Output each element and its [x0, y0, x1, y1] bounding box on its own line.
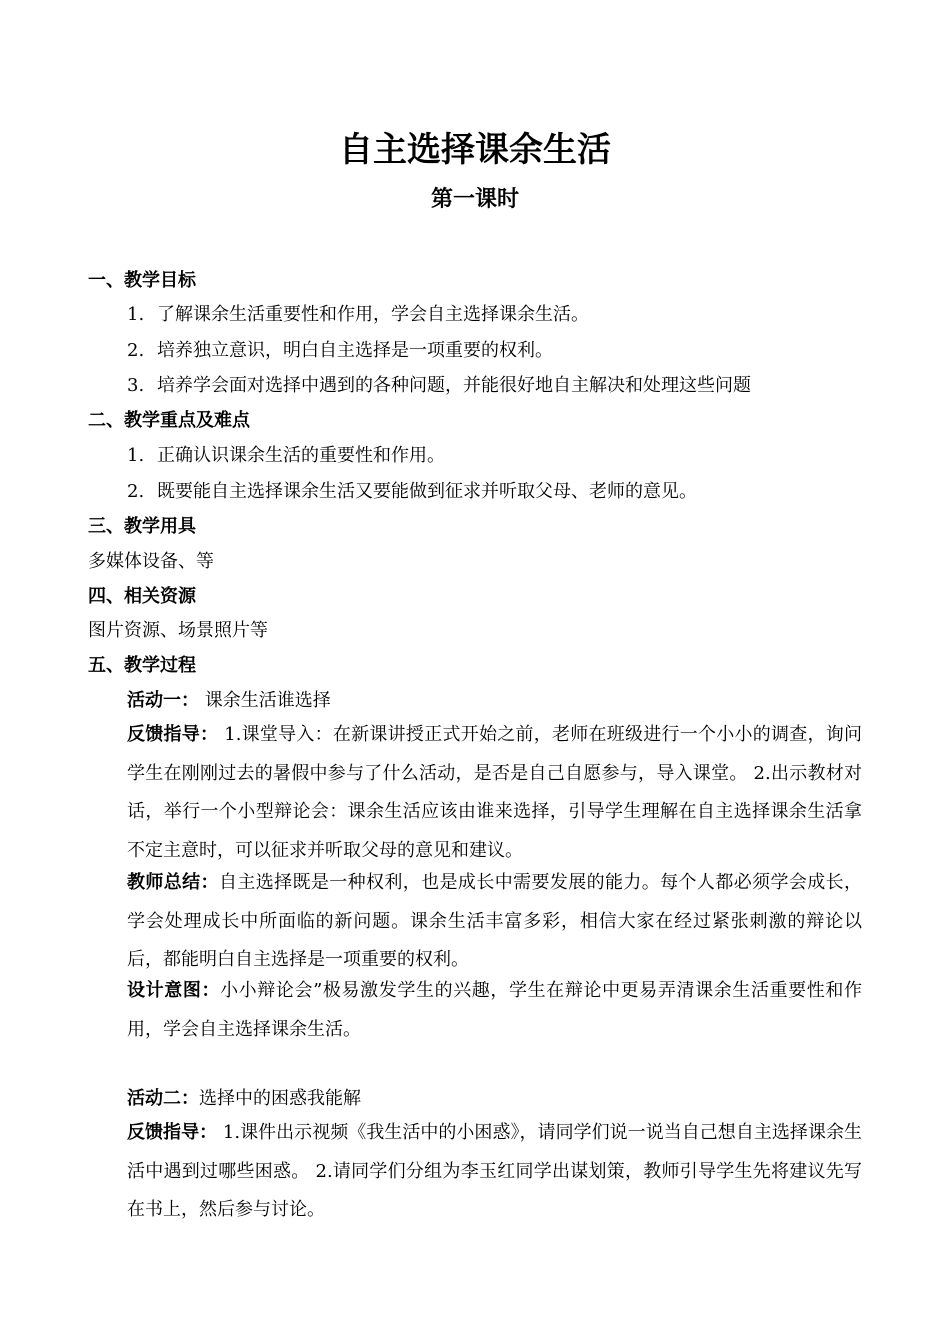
feedback-text: 1.课件出示视频《我生活中的小困惑》，请同学们说一说当自己想自主选择课余生活中遇到过哪些困惑。 2.请同学们分组为李玉红同学出谋划策，教师引导学生先将建议先写在书上，然后参与讨论。 [127, 1122, 862, 1220]
list-item [127, 443, 445, 469]
list-item-text: 既要能自主选择课余生活又要能做到征求并听取父母、老师的意见。 [157, 481, 697, 502]
list-item-number: 1. [127, 304, 145, 325]
section-heading-process: 五、教学过程 [88, 655, 196, 676]
activity-title: 选择中的困惑我能解 [199, 1088, 361, 1109]
list-item-number: 1. [127, 445, 145, 466]
summary-text: 自主选择既是一种权利，也是成长中需要发展的能力。每个人都必须学会成长，学会处理成长中所面临的新问题。课余生活丰富多彩，相信大家在经过紧张刺激的辩论以后，都能明白自主选择是一项重要的权利。 [127, 872, 863, 970]
activity-title: 课余生活谁选择 [204, 690, 331, 711]
document-title: 自主选择课余生活 [339, 130, 611, 170]
list-item-number: 3. [127, 375, 145, 396]
list-item-text: 培养学会面对选择中遇到的各种问题，并能很好地自主解决和处理这些问题 [157, 375, 751, 396]
list-item [127, 338, 553, 364]
section-text-tools: 多媒体设备、等 [88, 551, 214, 572]
list-item [127, 479, 697, 505]
section-heading-tools: 三、教学用具 [88, 516, 196, 537]
document-subtitle: 第一课时 [430, 186, 519, 212]
list-item-text: 了解课余生活重要性和作用，学会自主选择课余生活。 [157, 304, 589, 325]
list-item [127, 373, 751, 399]
activity-one-summary [127, 864, 862, 980]
section-heading-resources: 四、相关资源 [88, 586, 196, 607]
section-heading-objectives: 一、教学目标 [88, 270, 196, 291]
activity-one-feedback [127, 716, 862, 870]
activity-one-intent [127, 972, 862, 1049]
summary-label: 教师总结： [127, 872, 219, 893]
list-item-number: 2. [127, 340, 145, 361]
activity-two-feedback [127, 1114, 862, 1230]
activity-label: 活动一： [127, 690, 199, 711]
feedback-label: 反馈指导： [127, 724, 219, 745]
activity-label: 活动二： [127, 1088, 199, 1109]
intent-label: 设计意图： [127, 980, 221, 1001]
list-item-number: 2. [127, 481, 145, 502]
feedback-label: 反馈指导： [127, 1122, 218, 1143]
activity-two-title [127, 1086, 361, 1112]
list-item-text: 正确认识课余生活的重要性和作用。 [157, 445, 445, 466]
intent-text: 小小辩论会”极易激发学生的兴趣，学生在辩论中更易弄清课余生活重要性和作用，学会自主选择课余生活。 [127, 980, 863, 1040]
section-heading-key-points: 二、教学重点及难点 [88, 410, 250, 431]
activity-one-title [127, 688, 331, 714]
section-text-resources: 图片资源、场景照片等 [88, 620, 268, 641]
list-item [127, 302, 589, 328]
feedback-text: 1.课堂导入：在新课讲授正式开始之前，老师在班级进行一个小小的调查，询问学生在刚刚过去的暑假中参与了什么活动，是否是自己自愿参与，导入课堂。 2.出示教材对话，举行一个小型辩论会：课余生活应该由谁来选择，引导学生理解在自主选择课余生活拿不定主意时，可以征求并听取父母的意见和建议。 [127, 724, 862, 861]
list-item-text: 培养独立意识，明白自主选择是一项重要的权利。 [157, 340, 553, 361]
